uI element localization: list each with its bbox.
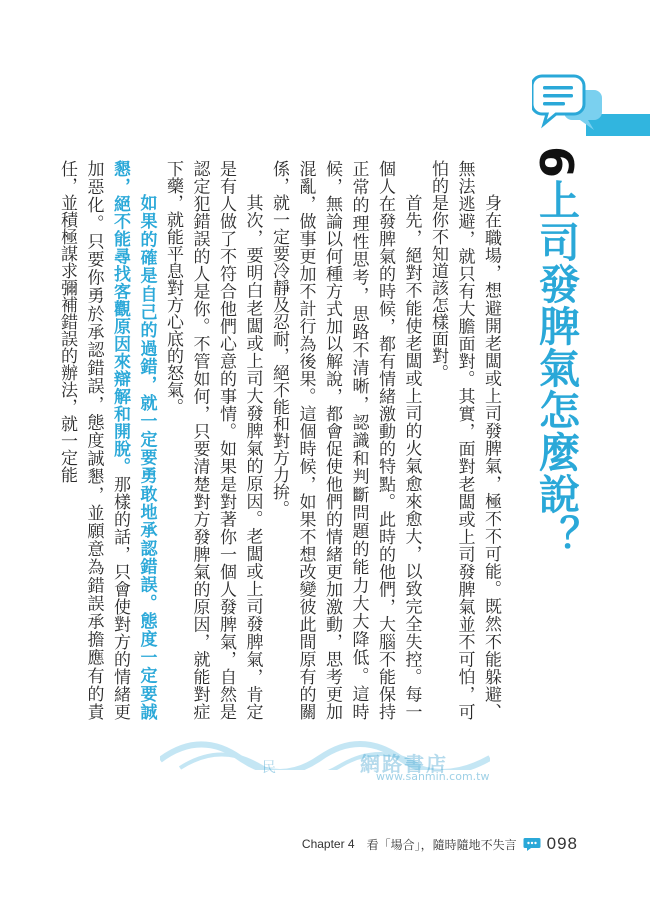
footer-chapter: Chapter 4 [301, 837, 355, 851]
paragraph-text: 首先，絕對不能使老闆或上司的火氣愈來愈大，以致完全失控。每一個人在發脾氣的時候，都有情緒激動的特點。此時的他們，大腦不能保持正常的理性思考，思路不清晰，認識和判斷問題的能力大大降低。這時候，無論以何種方式加以解說，都會促使他們的情緒更加激動，思考更加混亂，做事更加不計行為後果。這個時候，如果不想改變彼此間原有的關係，就一定要冷靜及忍耐，絕不能和對方力拚。 [269, 160, 422, 720]
chapter-number: 6 [529, 146, 583, 180]
paragraph [425, 160, 505, 720]
watermark-url: www.sanmin.com.tw [376, 770, 490, 783]
paragraph [160, 160, 266, 720]
paragraph [54, 160, 160, 720]
page-number: 098 [546, 834, 578, 853]
page-footer [302, 834, 578, 854]
paragraph-text: 那樣的話，只會使對方的情緒更加惡化。只要你勇於承認錯誤，態度誠懇，並願意為錯誤承擔應有的責任，並積極謀求彌補錯誤的辦法，就一定能 [57, 160, 130, 721]
paragraph [266, 160, 425, 720]
paragraph-text: 身在職場，想避開老闆或上司發脾氣，極不不可能。既然不能躲避、無法逃避，就只有大膽面對。其實，面對老闆或上司發脾氣並不可怕，可怕的是你不知道該怎樣面對。 [428, 160, 501, 720]
footer-subtitle: 看「場合」，隨時隨地不失言 [366, 837, 517, 852]
chapter-title [529, 146, 583, 558]
body-text [0, 160, 504, 720]
chapter-title-text: 上司發脾氣怎麼說？ [532, 179, 580, 558]
paragraph-text: 其次，要明白老闆或上司大發脾氣的原因。老闆或上司發脾氣，肯定是有人做了不符合他們心意的事情。如果是對著你一個人發脾氣，自然是認定犯錯誤的人是你。不管如何，只要清楚對方發脾氣的原因，就能對症下藥，就能平息對方心底的怒氣。 [163, 160, 263, 720]
speech-bubble-icon [532, 70, 602, 132]
watermark-glyph: 民 [262, 760, 276, 776]
watermark-text: 網路書店 [360, 752, 448, 776]
footer-chat-icon [523, 837, 541, 852]
highlighted-text: 如果的確是自己的過錯，就一定要勇敢地承認錯誤。態度一定要誠懇，絕不能尋找客觀原因來辯解和開脫。 [110, 160, 157, 720]
